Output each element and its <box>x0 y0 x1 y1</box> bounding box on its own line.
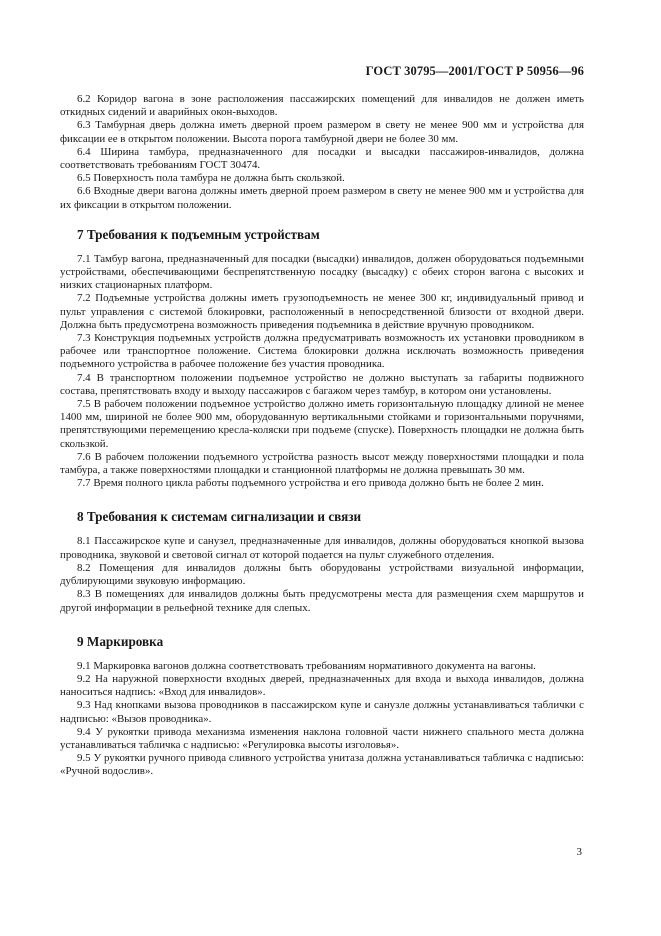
paragraph-8-2: 8.2 Помещения для инвалидов должны быть оборудованы устройствами визуальной информации, дублирующими звуковую информацию. <box>60 561 584 588</box>
section-9-title: 9 Маркировка <box>77 633 164 649</box>
paragraph-9-5: 9.5 У рукоятки ручного привода сливного устройства унитаза должна устанавливаться табличка с надписью: «Ручной водослив». <box>60 752 584 778</box>
paragraph-8-1: 8.1 Пассажирское купе и санузел, предназначенные для инвалидов, должны оборудоваться кнопкой вызова проводника, звуковой и световой сигнал от которой подается на пульт служебного отделения. <box>60 535 584 561</box>
paragraph-7-7: 7.7 Время полного цикла работы подъемного устройства и его привода должно быть не более 2 мин. <box>77 477 544 490</box>
paragraph-9-3: 9.3 Над кнопками вызова проводников в пассажирском купе и санузле должны устанавливаться таблички с надписью: «Вызов проводника». <box>60 699 584 725</box>
paragraph-7-2: 7.2 Подъемные устройства должны иметь грузоподъемность не менее 300 кг, индивидуальный привод и пульт управления с системой блокировки, расположенный в непосредственной близости от входной двери. Должна быть предусмотрена возможность приведения подъемника в действие вручную проводником. <box>60 292 584 331</box>
paragraph-6-6: 6.6 Входные двери вагона должны иметь дверной проем размером в свету не менее 900 мм и устройства для их фиксации в открытом положении. <box>60 185 584 211</box>
paragraph-7-6: 7.6 В рабочем положении подъемного устройства разность высот между поверхностями площадки и пола тамбура, а также поверхностями площадки и станционной платформы не должна превышать 30 мм. <box>60 450 584 477</box>
document-body <box>60 93 584 779</box>
paragraph-6-3: 6.3 Тамбурная дверь должна иметь дверной проем размером в свету не менее 900 мм и устройства для фиксации ее в открытом положении. Высота порога тамбурной двери не более 30 мм. <box>60 119 584 145</box>
paragraph-7-5: 7.5 В рабочем положении подъемное устройство должно иметь горизонтальную площадку длиной не менее 1400 мм, шириной не более 900 мм, оборудованную вертикальными стойками и горизонтальными поручнями, препятствующими перемещению кресла-коляски при подъеме (спуске). Поверхность площадки не должна быть скользкой. <box>60 398 584 450</box>
paragraph-9-2: 9.2 На наружной поверхности входных дверей, предназначенных для входа и выхода инвалидов, должна наноситься надпись: «Вход для инвалидов». <box>60 672 584 699</box>
paragraph-9-1: 9.1 Маркировка вагонов должна соответствовать требованиям нормативного документа на вагоны. <box>77 659 536 672</box>
paragraph-6-2: 6.2 Коридор вагона в зоне расположения пассажирских помещений для инвалидов не должен иметь откидных сидений и аварийных окон-выходов. <box>60 93 584 119</box>
paragraph-7-4: 7.4 В транспортном положении подъемное устройство не должно выступать за габариты подвижного состава, препятствовать входу и выходу пассажиров с багажом через тамбур, в котором они установлены. <box>60 371 584 397</box>
paragraph-7-1: 7.1 Тамбур вагона, предназначенный для посадки (высадки) инвалидов, должен оборудоваться подъемными устройствами, обеспечивающими беспрепятственную посадку (высадку) с обеих сторон вагона с высоких и низких стационарных платформ. <box>60 252 584 292</box>
paragraph-9-4: 9.4 У рукоятки привода механизма изменения наклона головной части нижнего спального места должна устанавливаться табличка с надписью: «Регулировка высоты изголовья». <box>60 725 584 751</box>
paragraph-7-3: 7.3 Конструкция подъемных устройств должна предусматривать возможность их установки проводником в рабочее или транспортное положение. Система блокировки должна исключать возможность приведения подъемного устройства в рабочее положение без участия проводника. <box>60 332 584 371</box>
paragraph-8-3: 8.3 В помещениях для инвалидов должны быть предусмотрены места для размещения схем маршрутов и другой информации в рельефной технике для слепых. <box>60 588 584 614</box>
section-8-title: 8 Требования к системам сигнализации и связи <box>77 509 362 525</box>
document-header: ГОСТ 30795—2001/ГОСТ Р 50956—96 <box>365 64 584 78</box>
paragraph-6-5: 6.5 Поверхность пола тамбура не должна быть скользкой. <box>77 172 345 185</box>
section-7-title: 7 Требования к подъемным устройствам <box>77 226 320 242</box>
paragraph-6-4: 6.4 Ширина тамбура, предназначенного для посадки и высадки пассажиров-инвалидов, должна соответствовать требованиям ГОСТ 30474. <box>60 145 584 172</box>
page-number: 3 <box>576 846 582 858</box>
